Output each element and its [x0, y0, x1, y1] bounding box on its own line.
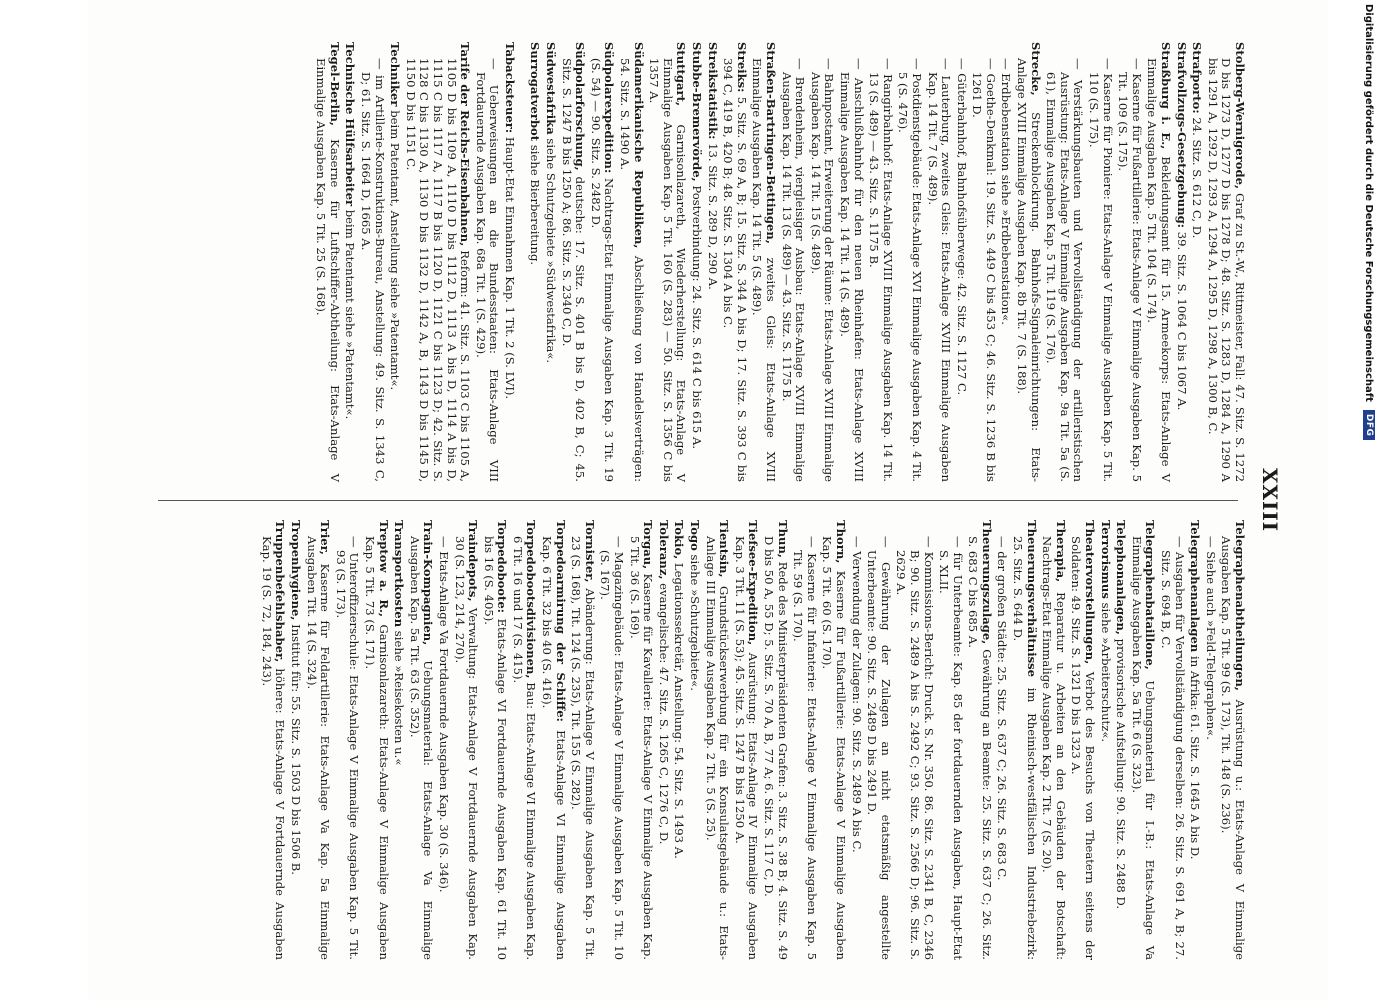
index-entry — [343, 42, 357, 482]
index-entry-heading: Tropenhygiene, — [289, 520, 303, 621]
page-number: XXIII — [1258, 467, 1282, 533]
index-entry — [1098, 520, 1112, 960]
index-entry — [588, 42, 615, 482]
index-entry-references: Graf zu St.-W., Rittmeister, Fall: 47. Sitz. S. 1272 D bis 1273 D, 1277 D bis 1278 D; 48. Sitz. S. 1283 D, 1284 A, 1290 A bis 1291 A, 1292 D, 1293 A, 1294 A, 1295 D, 1298 A, 1300 B, C. — [1205, 58, 1247, 482]
index-entry-references: Uebungsmaterial für I.-B.: Etats-Anlage Va Einmalige Ausgaben Kap. 5a Tit. 6 (S. 323). — [1129, 536, 1158, 960]
index-entry — [288, 520, 302, 960]
index-entry-references: 13. Sitz. S. 289 D, 290 A. — [705, 139, 720, 290]
index-entry-references: 5. Sitz. S. 69 A, B; 15. Sitz. S. 344 A bis D; 17. Sitz. S. 393 C bis 394 C, 419 B, 420 B; 48. Sitz. S. 1304 A bis C. — [721, 58, 749, 482]
index-entry — [808, 42, 835, 482]
index-entry — [259, 520, 286, 960]
index-entry — [388, 42, 402, 482]
index-entry — [925, 42, 952, 482]
index-entry-references: — Erdbebenstation siehe »Erdbebenstation«. — [999, 58, 1014, 325]
index-entry-references: siehe Bierbereitung. — [528, 141, 543, 266]
index-entry-references: Abänderung: Etats-Anlage V Einmalige Ausgaben Kap. 5 Tit. 23 (S. 168), Tit. 124 (S. 235), Tit. 155 (S. 282). — [569, 536, 597, 960]
index-entry-references: — Ueberweisungen an die Bundesstaaten: Etats-Anlage VIII Fortdauernde Ausgaben Kap. 68a Tit. 1 (S. 429). — [473, 58, 502, 482]
index-entry — [559, 42, 586, 482]
index-entry-heading: Theatervorstellungen, — [1083, 520, 1098, 665]
index-entry — [358, 42, 385, 482]
index-entry-heading: Tokio, — [672, 520, 687, 560]
index-entry-references: — Kaserne für Infanterie: Etats-Anlage V Einmalige Ausgaben Kap. 5 Tit. 59 (S. 170). — [791, 536, 819, 960]
index-entry — [569, 520, 596, 960]
index-entry-heading: Stuttgart, — [674, 42, 689, 106]
index-entry — [732, 520, 759, 960]
index-entry-references: Etats-Anlage VI Fortdauernde Ausgaben Kap. 61 Tit. 10 bis 16 (S. 405). — [481, 536, 510, 960]
index-entry-references: — Kaserne für Fußartillerie: Etats-Anlage V Einmalige Ausgaben Kap. 5 Tit. 109 (S. 175). — [1116, 58, 1144, 482]
index-entry-heading: Traindepots, — [466, 520, 481, 602]
index-entry-references: Institut für: 55. Sitz. S. 1503 D bis 1506 B. — [289, 620, 303, 875]
index-entry-heading: Tabacksteuer: — [502, 42, 517, 134]
index-entry — [502, 42, 516, 482]
index-entry — [304, 520, 331, 960]
index-entry-heading: Surrogatverbot — [528, 42, 543, 142]
scanned-page — [88, 0, 1328, 1000]
index-entry — [598, 520, 625, 960]
index-entry-heading: Theuerungszulage, — [979, 520, 994, 645]
index-entry-heading: Streiks: — [734, 42, 749, 93]
index-entry-references: — Anschlußbahnhof für den neuen Rheinhafen: Etats-Anlage XVIII Einmalige Ausgaben Kap. 14 Tit. 14 (S. 489). — [837, 58, 866, 482]
index-entry-references: — Etats-Anlage Va Fortdauernde Ausgaben Kap. 30 (S. 346). — [436, 536, 451, 893]
index-entry — [540, 520, 567, 960]
index-entry-references: Nachtrags-Etat Einmalige Ausgaben Kap. 3 Tit. 19 (S. 54) — 90. Sitz. S. 2482 D. — [588, 58, 617, 482]
index-entry — [1219, 520, 1246, 960]
index-entry-references: Bau: Etats-Anlage VI Einmalige Ausgaben Kap. 6 Tit. 16 und 17 (S. 415). — [510, 536, 539, 960]
index-entry — [820, 520, 847, 960]
index-entry — [966, 520, 993, 960]
rotated-page-content — [108, 20, 1308, 980]
index-entry — [865, 520, 892, 960]
index-entry-references: siehe »Reisekosten u.« — [392, 627, 407, 766]
index-entry — [1086, 42, 1113, 482]
index-entry-references: beim Patentamt, Anstellung siehe »Patentamt«. — [388, 106, 403, 391]
index-entry — [937, 520, 964, 960]
index-entry-references: höhere: Etats-Anlage V Fortdauernde Ausgaben Kap. 19 (S. 72, 184, 243). — [259, 536, 288, 960]
index-entry-heading: Tarife der Reichs-Eisenbahnen, — [458, 42, 473, 247]
index-entry — [510, 520, 537, 960]
index-entry-references: evangelische: 47. Sitz. S. 1265 C, 1276 C, D. — [656, 579, 671, 845]
index-entry — [867, 42, 894, 482]
index-entry-heading: Tegel-Berlin, — [327, 42, 342, 126]
index-entry — [656, 520, 670, 960]
index-entry-references: provisorische Aufstellung: 90. Sitz. S. 2488 D. — [1114, 634, 1129, 910]
index-entry-references: Legationssekretär, Anstellung: 54. Sitz. S. 1493 A. — [672, 559, 687, 859]
index-entry-heading: Tiefsee-Expedition, — [746, 520, 761, 646]
index-entry-heading: Toleranz, — [656, 520, 671, 580]
index-entry-references: — Postdienstgebäude: Etats-Anlage XVI Einmalige Ausgaben Kap. 4 Tit. 5 (S. 476). — [896, 58, 924, 482]
index-entry — [392, 520, 406, 960]
index-entry — [672, 520, 686, 960]
index-entry-heading: Torpedoboote: — [495, 520, 510, 614]
index-entry — [544, 42, 558, 482]
index-entry — [333, 520, 360, 960]
index-entry-references: Kaserne für Fußartillerie: Etats-Anlage V Einmalige Ausgaben Kap. 5 Tit. 60 (S. 170). — [820, 536, 848, 960]
index-entry-heading: Strafvollzugs-Gesetzgebung: — [1174, 42, 1189, 229]
index-entry-references: Kaserne für Luftschiffer-Abtheilung: Etats-Anlage V Einmalige Ausgaben Kap. 5 Tit. 25 (S. 168). — [314, 58, 342, 482]
index-entry-heading: Truppenbefehlshaber, — [273, 520, 288, 663]
index-entry — [1190, 42, 1204, 482]
index-entry — [1044, 42, 1085, 482]
attribution-strip — [1358, 4, 1380, 996]
index-entry — [791, 520, 818, 960]
index-entry — [779, 42, 806, 482]
index-entry — [703, 520, 730, 960]
index-entry-heading: Tornister, — [582, 520, 597, 583]
index-entry-references: — für Unterbeamte: Kap. 85 der fortdauernden Ausgaben, Haupt-Etat S. XLII. — [937, 536, 965, 960]
index-entry-references: Streckenblockirung. Bahnhofs-Signaleinrichtungen: Etats-Anlage XVIII Einmalige Ausgaben Kap. 8b Tit. 7 (S. 188). — [1015, 58, 1043, 482]
index-entry — [687, 520, 701, 960]
index-entry — [473, 42, 500, 482]
index-entry-heading: Trier, — [318, 520, 333, 555]
index-entry — [1114, 520, 1128, 960]
index-entry-heading: Transportkosten — [392, 520, 407, 628]
index-entry-heading: Südamerikanische Republiken, — [631, 42, 646, 249]
index-entry-heading: Straßen-Bartringen-Bettingen, — [764, 42, 778, 244]
index-entry — [1174, 42, 1188, 482]
index-entry — [1040, 520, 1067, 960]
index-entry-references: Gewährung an Beamte: 25. Sitz. S. 637 C; 26. Sitz. S. 683 C bis 685 A. — [966, 536, 994, 960]
index-entry-references: Garnisonlazareth: Etats-Anlage V Einmalige Ausgaben Kap. 5 Tit. 73 (S. 171). — [362, 536, 391, 960]
index-entry — [617, 42, 644, 482]
index-entry-heading: Stubbe-Bremervörde, — [690, 42, 705, 182]
index-entry — [1188, 520, 1202, 960]
index-entry-references: Reparatur u. Arbeiten an den Gebäuden der Botschaft: Nachtrags-Etat Einmalige Ausgaben Kap. 2 Tit. 7 (S. 20). — [1040, 536, 1068, 960]
index-entry — [999, 42, 1013, 482]
index-entry-references: Ausrüstung u.: Etats-Anlage V Einmalige Ausgaben Kap. 5 Tit. 99 (S. 173), Tit. 148 (S. 236). — [1219, 536, 1247, 960]
index-entry-references: — Rangirbahnhof: Etats-Anlage XVIII Einmalige Ausgaben Kap. 14 Tit. 13 (S. 489) — 43. Sitz. S. 1175 B. — [867, 58, 895, 482]
index-entry-references: Uebungsmaterial: Etats-Anlage Va Einmalige Ausgaben Kap. 5a Tit. 63 (S. 352). — [407, 536, 436, 960]
index-entry — [407, 520, 434, 960]
index-entry — [481, 520, 508, 960]
index-entry-heading: Torpedobootsdivisionen, — [524, 520, 539, 679]
index-entry-heading: Torpedoarmirung der Schiffe: — [553, 520, 568, 722]
index-entry — [314, 42, 341, 482]
index-entry-references: Haupt-Etat Einnahmen Kap. 1 Tit. 2 (S. LVI). — [502, 133, 517, 400]
index-entry-references: in Afrika: 61. Sitz. S. 1645 A bis D. — [1188, 652, 1203, 860]
index-entry-references: — Siehe auch »Feld-Telegraphen«. — [1203, 536, 1218, 740]
index-entry-references: — Bahnpostamt, Erweiterung der Räume: Etats-Anlage XVIII Einmalige Ausgaben Kap. 14 Tit. 15 (S. 489). — [808, 58, 837, 482]
index-entry — [689, 42, 703, 482]
index-entry-heading: Techniker — [388, 42, 403, 107]
index-entry — [403, 42, 471, 482]
index-entry — [750, 42, 777, 482]
index-entry-references: 39. Sitz. S. 1064 C bis 1067 A. — [1174, 228, 1189, 411]
index-entry-references: — Verwendung der Zulagen: 90. Sitz. S. 2489 A bis C. — [849, 536, 864, 853]
index-entry — [362, 520, 389, 960]
index-entry-references: — Magazingebäude: Etats-Anlage V Einmalige Ausgaben Kap. 5 Tit. 10 (S. 167). — [598, 536, 627, 960]
index-entry-references: beim Patentamt siehe »Patentamt«. — [343, 206, 358, 420]
index-entry-references: Kaserne für Feldartillerie: Etats-Anlage Va Kap. 5a Einmalige Ausgaben Tit. 14 (S. 324). — [304, 536, 333, 960]
index-entry-references: deutsche: 17. Sitz. S. 401 B bis D, 402 B, C; 45. Sitz. S. 1247 B bis 1250 A; 86. Sitz. S. 2340 C, D. — [559, 58, 588, 482]
index-entry-references: — Lauterburg, zweites Gleis: Etats-Anlage XVIII Einmalige Ausgaben Kap. 14 Tit. 7 (S. 489). — [925, 58, 954, 482]
index-entry — [705, 42, 719, 482]
index-entry-references: Grundstückserwerbung für ein Konsulatsgebäude u.: Etats-Anlage III Einmalige Ausgaben Kap. 2 Tit. 5 (S. 25). — [703, 536, 732, 960]
index-entry — [1015, 42, 1042, 482]
index-entry-heading: Terrorismus — [1098, 520, 1113, 599]
index-entry-heading: Thorn, — [833, 520, 848, 564]
index-entry-references: siehe »Arbeiterschutz«. — [1098, 598, 1113, 743]
index-entry-heading: Togo — [688, 520, 703, 551]
index-entry-references: Verwaltung: Etats-Anlage V Fortdauernde Ausgaben Kap. 30 (S. 123, 214, 270). — [452, 536, 481, 960]
index-column-right — [257, 520, 1246, 960]
index-entry — [995, 520, 1009, 960]
index-entry-heading: Telegraphenabtheilungen, — [1233, 520, 1247, 691]
index-entry — [1116, 42, 1143, 482]
index-entry — [894, 520, 935, 960]
index-entry — [1205, 42, 1246, 482]
dfg-logo: DFG — [1363, 410, 1375, 441]
index-entry-heading: Torgau, — [641, 520, 656, 570]
index-entry-references: Abschließung von Handelsverträgen: 54. Sitz. S. 1490 A. — [618, 58, 646, 482]
index-column-left — [312, 42, 1246, 482]
index-entry-references: — im Artillerie-Konstruktions-Bureau, Anstellung: 49. Sitz. S. 1343 C, D; 61. Sitz. S. 1664 D, 1665 A. — [358, 58, 387, 482]
index-entry-heading: Technische Hülfsarbeiter — [343, 42, 358, 207]
index-entry-references: Bekleidungsamt für 15. Armeekorps: Etats-Anlage V Einmalige Ausgaben Kap. 5 Tit. 104 (S. 174). — [1145, 58, 1174, 482]
index-entry-heading: Theuerungsverhältnisse — [1024, 520, 1039, 678]
index-entry-references: Garnisonlazareth, Wiederherstellung: Etats-Anlage V Einmalige Ausgaben Kap. 5 Tit. 160 (S. 283) — 50. Sitz. S. 1356 C bis 1357 A. — [647, 58, 689, 482]
index-entry — [970, 42, 997, 482]
index-entry-references: Verbot des Besuchs von Theatern seitens der Soldaten: 49. Sitz. S. 1321 D bis 1323 A. — [1069, 536, 1098, 960]
index-entry-heading: Telegraphenbataillone, — [1143, 520, 1158, 670]
index-entry-references: — Gewährung der Zulagen an nicht etatsmäßig angestellte Unterbeamte: 90. Sitz. S. 2489 D bis 2491 D. — [865, 536, 893, 960]
index-entry-heading: Telephonanlagen, — [1114, 520, 1129, 635]
index-entry-references: — der großen Städte: 25. Sitz. S. 637 C; 26. Sitz. S. 683 C. — [995, 536, 1010, 881]
index-entry — [837, 42, 864, 482]
index-entry — [1011, 520, 1038, 960]
index-entry-references: siehe Schutzgebiete »Südwestafrika«. — [544, 134, 559, 364]
index-entry — [896, 42, 923, 482]
index-entry-references: Ausrüstung: Etats-Anlage IV Einmalige Ausgaben Kap. 3 Tit. 11 (S. 53); 45. Sitz. S. 1247 B bis 1250 A. — [732, 536, 761, 960]
index-entry-references: — Güterbahnhof, Bahnhofsüberwege: 42. Sitz. S. 1127 C. — [954, 58, 969, 396]
index-entry-heading: Straßburg i. E., — [1159, 42, 1174, 150]
index-entry-references: Etats-Anlage VI Einmalige Ausgaben Kap. 6 Tit. 32 bis 40 (S. 416). — [540, 536, 568, 960]
index-entry-references: zweites Gleis: Etats-Anlage XVIII Einmalige Ausgaben Kap. 14 Tit. 5 (S. 489). — [750, 58, 778, 482]
index-entry-references: — Verstärkungsbauten und Vervollständigung der artilleristischen Ausrüstung: Etats-Anlage V Einmalige Ausgaben Kap. 9a Tit. 5a (S. 61), Einmalige Ausgaben Kap. 5 Tit. 119 (S. 176). — [1044, 58, 1086, 482]
index-entry — [436, 520, 450, 960]
index-entry-references: Kaserne für Kavallerie: Etats-Anlage V Einmalige Ausgaben Kap. 5 Tit. 36 (S. 169). — [627, 536, 656, 960]
index-entry — [1158, 520, 1185, 960]
index-entry-references: siehe »Schutzgebiete«. — [688, 550, 703, 691]
column-divider — [158, 500, 1238, 501]
index-entry-heading: Thun, — [775, 520, 790, 558]
index-entry-heading: Südpolarforschung, — [573, 42, 588, 171]
index-entry — [1203, 520, 1217, 960]
index-entry-references: im Rheinisch-westfälischen Industriebezirk: 25. Sitz. S. 644 D. — [1011, 536, 1039, 960]
index-entry — [849, 520, 863, 960]
index-entry — [721, 42, 748, 482]
index-entry-heading: Strafporto: — [1190, 42, 1205, 114]
index-entry — [1145, 42, 1172, 482]
index-entry-heading: Stolberg-Wernigerode, — [1233, 42, 1247, 189]
index-entry-references: Rede des Ministerpräsidenten Grafen: 3. Sitz. S. 38 B; 4. Sitz. S. 49 D bis 50 A, 55 D; 5. Sitz. S. 70 A, B, 77 A; 6. Sitz. S. 117 C, D. — [762, 536, 790, 960]
index-entry-references: Reform: 41. Sitz. S. 1103 C bis 1105 A, 1105 D bis 1109 A, 1110 D bis 1112 D, 1113 A bis D, 1114 A bis D, 1115 C bis 1117 A, 1117 B bis 1120 D, 1121 C bis 1123 D; 42. Sitz. S. 1128 C bis 1130 A, 1130 D bis 1132 D, 1142 A, B, 1143 D bis 1145 D, 1150 D bis 1151 C. — [403, 58, 473, 482]
index-entry-references: 24. Sitz. S. 612 C, D. — [1190, 113, 1205, 239]
index-entry-references: — Ausgaben für Vervollständigung derselben: 26. Sitz. S. 691 A, B; 27. Sitz. S. 694 B, C. — [1159, 536, 1187, 960]
index-entry-heading: Streikstatistik: — [705, 42, 720, 140]
index-entry-heading: Südpolarexpedition: — [602, 42, 617, 174]
index-entry — [1069, 520, 1096, 960]
attribution-text: Digitalisierung gefördert durch die Deutsche Forschungsgemeinschaft — [1363, 4, 1375, 402]
index-entry-heading: Tientsin, — [717, 520, 732, 578]
index-entry-heading: Südwestafrika — [544, 42, 559, 135]
index-entry — [1129, 520, 1156, 960]
index-entry-heading: Telegraphenanlagen — [1188, 520, 1203, 653]
index-entry-heading: Therapia, — [1053, 520, 1068, 583]
index-entry-heading: Train-Kompagnien, — [421, 520, 436, 646]
index-entry-references: — Kommissions-Bericht: Druck. S. Nr. 350. 86. Sitz. S. 2341 B, C, 2346 B; 90. Sitz. S. 2489 A bis S. 2492 C; 93. Sitz. S. 2566 D; 96. Sitz. S. 2629 A. — [894, 536, 936, 960]
index-entry-references: — Brendenheim, viergleisiger Ausbau: Etats-Anlage XVIII Einmalige Ausgaben Kap. 14 Tit. 13 (S. 489) — 43. Sitz. S. 1175 B. — [779, 58, 808, 482]
index-entry — [761, 520, 788, 960]
index-entry — [627, 520, 654, 960]
index-entry — [954, 42, 968, 482]
index-entry — [647, 42, 688, 482]
index-entry — [452, 520, 479, 960]
index-entry-references: — Goethe-Denkmal: 19. Sitz. S. 449 C bis 453 C; 46. Sitz. S. 1236 B bis 1261 D. — [970, 58, 998, 482]
section-gap — [516, 42, 526, 482]
index-entry-references: Postverbindung: 24. Sitz. S. 614 C bis 615 A. — [690, 181, 705, 450]
index-entry-heading: Strecke, — [1028, 42, 1043, 96]
index-entry-heading: Treptow a. R., — [376, 520, 391, 618]
index-entry-references: — Unteroffizierschule: Etats-Anlage V Einmalige Ausgaben Kap. 5 Tit. 93 (S. 173). — [333, 536, 362, 960]
index-entry-references: — Kaserne für Pioniere: Etats-Anlage V Einmalige Ausgaben Kap. 5 Tit. 110 (S. 175). — [1087, 58, 1115, 482]
index-entry — [528, 42, 542, 482]
